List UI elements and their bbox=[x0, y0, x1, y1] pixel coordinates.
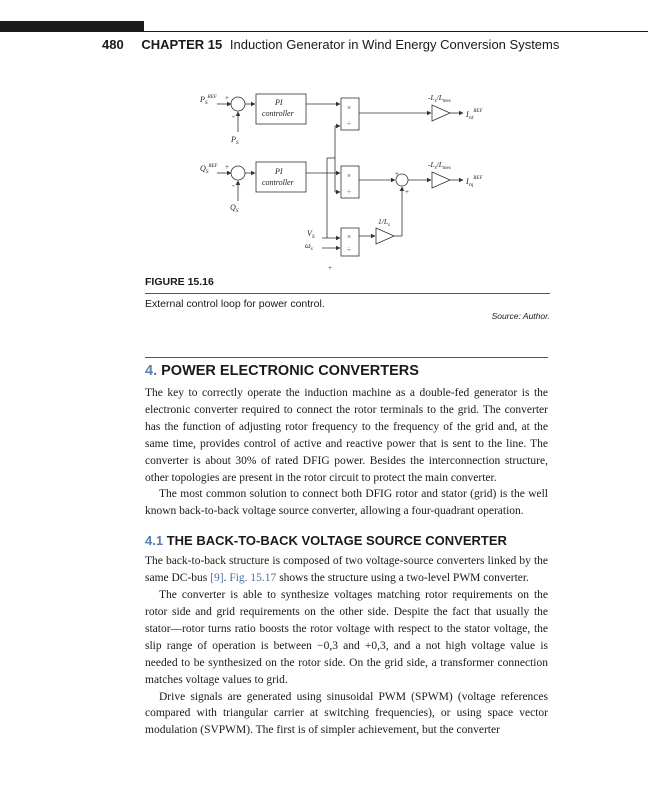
subsection-title: THE BACK-TO-BACK VOLTAGE SOURCE CONVERTER bbox=[166, 533, 507, 549]
gain-top-label: $-L_s/L_{mes}$ bbox=[428, 93, 451, 104]
section-number: 4. bbox=[145, 363, 158, 379]
label-qs: $Q_S$ bbox=[230, 203, 239, 214]
text-run: . bbox=[223, 572, 230, 585]
label-qs-ref: $Q_S^{REF}$ bbox=[200, 164, 218, 175]
paragraph bbox=[145, 553, 548, 587]
minus-p: - bbox=[232, 112, 235, 121]
paragraph: The key to correctly operate the induction machine as a double-fed generator is the electronic converter required to connect the rotor terminals to the grid. The converter has the function of adjusting rotor frequency to the frequency of the grid and, at the same time, provides control of active and reactive power that is sent to the line. The converter is about 30% of rated DFIG power. Besides the interconnection structure, other topologies are present in the rotor circuit to protect the main converter. bbox=[145, 387, 548, 484]
text-run: The back-to-back structure is composed of two voltage-source converters linked by the same DC-bus bbox=[145, 555, 548, 585]
label-ird-ref: $I_{rd}^{REF}$ bbox=[466, 109, 483, 121]
paragraph: The most common solution to connect both DFIG rotor and stator (grid) is the well known back-to-back voltage source converter, allowing a four-quadrant operation. bbox=[145, 488, 548, 518]
minus-q: - bbox=[232, 181, 235, 190]
divide-q: ÷ bbox=[347, 188, 351, 196]
subsection-number: 4.1 bbox=[145, 533, 164, 549]
chapter-title: Induction Generator in Wind Energy Conversion Systems bbox=[229, 37, 560, 52]
figure-caption-text: External control loop for power control. bbox=[145, 298, 325, 310]
page-number: 480 bbox=[102, 37, 124, 52]
gain-third bbox=[376, 228, 394, 244]
gain-top bbox=[432, 105, 450, 121]
paragraph: The converter is able to synthesize voltages matching rotor requirements on the rotor side and grid requirements on the other side. Despite the fact that usually the stator—rotor turns ratio boosts the rotor voltage with respect to the stator voltage, the slip range of operation is between −0,3 and +0,3, and a not high voltage value is needed to be synthesized on the rotor side. On the grid side, a transformer connection matches voltage values to grid. bbox=[145, 589, 548, 686]
label-ps: $P_S$ bbox=[231, 135, 239, 146]
chapter-label: CHAPTER 15 bbox=[141, 37, 223, 52]
paragraph: Drive signals are generated using sinusoidal PWM (SPWM) (voltage references compared with triangular carrier at switching frequencies), or using space vector modulation (SVPWM). The first is of simpler achievement, but the converter bbox=[145, 690, 548, 737]
section-heading bbox=[145, 357, 548, 379]
top-bar bbox=[0, 21, 144, 32]
pi-label-q: PI bbox=[275, 167, 283, 176]
plus-p: + bbox=[225, 94, 229, 102]
gain-third-label: $1/L_s$ bbox=[378, 217, 390, 228]
divide-p: ÷ bbox=[347, 120, 351, 128]
label-vs: $V_S$ bbox=[307, 229, 315, 240]
label-ps-ref: $P_S^{REF}$ bbox=[200, 95, 217, 106]
figure-label: FIGURE 15.16 bbox=[145, 276, 550, 294]
figure-link[interactable]: Fig. 15.17 bbox=[229, 572, 277, 585]
controller-label-q: controller bbox=[262, 178, 294, 187]
citation-link[interactable]: [9] bbox=[210, 572, 224, 585]
subsection-heading bbox=[145, 533, 548, 548]
plus-q: + bbox=[225, 163, 229, 171]
times-q: × bbox=[347, 172, 351, 180]
summing-junction-p bbox=[231, 97, 245, 111]
text-run: shows the structure using a two-level PWM converter. bbox=[276, 572, 529, 585]
section-power-electronic-converters bbox=[145, 357, 548, 739]
figure-caption bbox=[145, 276, 550, 321]
section-title: POWER ELECTRONIC CONVERTERS bbox=[161, 363, 419, 379]
gain-bottom-label: $-L_s/L_{mes}$ bbox=[428, 160, 451, 171]
summing-junction-q bbox=[231, 166, 245, 180]
stray-plus: + bbox=[328, 264, 332, 272]
label-ws: $\omega_s$ bbox=[305, 241, 313, 252]
times-v: × bbox=[347, 233, 351, 241]
top-rule bbox=[144, 31, 648, 32]
controller-label-p: controller bbox=[262, 109, 294, 118]
times-p: × bbox=[347, 104, 351, 112]
figure-source: Source: Author. bbox=[491, 311, 550, 321]
gain-bottom bbox=[432, 172, 450, 188]
divide-v: ÷ bbox=[347, 246, 351, 254]
pi-label-p: PI bbox=[275, 98, 283, 107]
running-head bbox=[102, 37, 559, 52]
plus-out-left: + bbox=[395, 170, 399, 178]
plus-out-bottom: + bbox=[405, 188, 409, 196]
label-irq-ref: $I_{rq}^{REF}$ bbox=[466, 176, 483, 188]
control-diagram bbox=[145, 88, 550, 278]
